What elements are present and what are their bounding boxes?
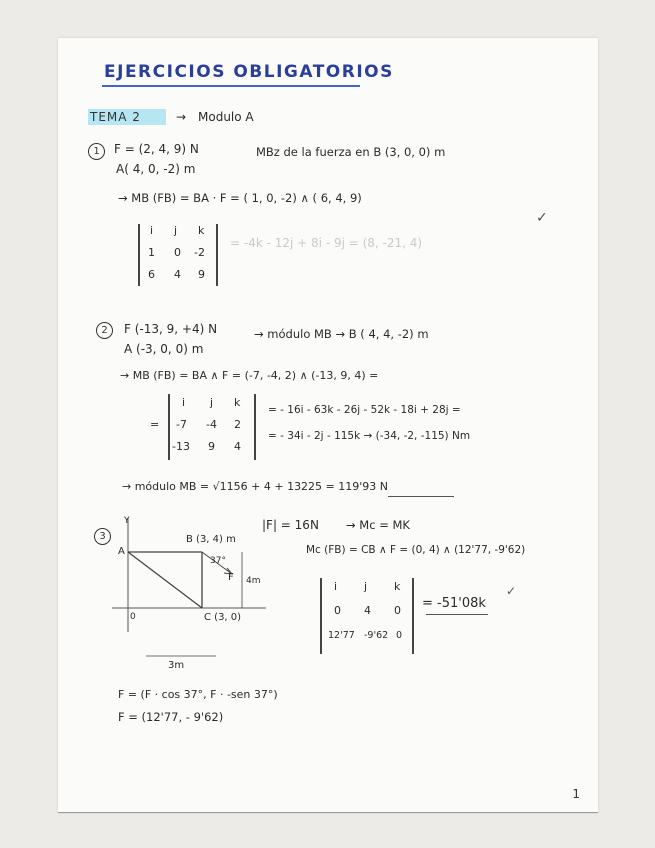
notebook-page [58, 38, 598, 813]
matrix-cell: k [394, 580, 401, 593]
ex3-force-definition: F = (F · cos 37°, F · -sen 37°) [118, 688, 278, 701]
angle-label: 37° [210, 556, 226, 566]
exercise-2-number: 2 [96, 322, 113, 339]
matrix-cell: -2 [194, 246, 205, 259]
matrix-cell: 0 [396, 630, 403, 641]
ex1-result: = -4k - 12j + 8i - 9j = (8, -21, 4) [230, 236, 423, 250]
matrix-cell: j [174, 224, 178, 237]
exercise-3-number: 3 [94, 528, 111, 545]
ex2-result-line-2: = - 34i - 2j - 115k → (-34, -2, -115) Nm [268, 430, 471, 442]
point-a-label: A [118, 546, 125, 557]
matrix-cell: 2 [234, 418, 241, 431]
matrix-cell: k [198, 224, 205, 237]
origin-label: 0 [130, 612, 136, 622]
matrix-cell: 12'77 [328, 630, 355, 641]
ex1-point-a: A( 4, 0, -2) m [116, 162, 196, 176]
matrix-cell: i [334, 580, 338, 593]
matrix-cell: 1 [148, 246, 155, 259]
y-axis-label: Y [124, 516, 130, 526]
matrix-cell: j [364, 580, 368, 593]
ex2-description: → módulo MB → B ( 4, 4, -2) m [254, 327, 429, 341]
matrix-cell: -9'62 [364, 630, 389, 641]
matrix-cell: 4 [174, 268, 181, 281]
segment-ac [128, 552, 202, 608]
ex3-mc: → Mc = MK [346, 518, 410, 532]
point-c-label: C (3, 0) [204, 612, 242, 623]
matrix-cell: 0 [334, 604, 341, 617]
ex3-result: = -51'08k [422, 596, 486, 611]
matrix-cell: -7 [176, 418, 187, 431]
matrix-cell: i [182, 396, 186, 409]
matrix-cell: 4 [364, 604, 371, 617]
force-label: F [228, 572, 234, 583]
matrix-cell: k [234, 396, 241, 409]
page-title: EJERCICIOS OBLIGATORIOS [104, 62, 394, 82]
topic-arrow: → [176, 110, 187, 124]
ex2-answer-underline [388, 496, 454, 497]
ex3-force-magnitude: |F| = 16N [262, 518, 319, 532]
side-x-label: 3m [168, 660, 185, 671]
ex1-matrix-left-bar [138, 224, 140, 286]
check-mark-icon: ✓ [536, 210, 548, 226]
ex2-matrix-left-bar [168, 394, 170, 460]
ex1-force: F = (2, 4, 9) N [114, 142, 199, 156]
page-number: 1 [572, 787, 580, 801]
ex2-matrix-right-bar [254, 394, 256, 460]
ex3-matrix-left-bar [320, 578, 322, 654]
page-bottom-rule [58, 812, 598, 813]
check-mark-icon: ✓ [506, 584, 517, 598]
side-y-label: 4m [246, 576, 261, 586]
ex2-force: F (-13, 9, +4) N [124, 322, 218, 336]
point-b-label: B (3, 4) m [186, 534, 236, 545]
ex1-matrix-right-bar [216, 224, 218, 286]
matrix-cell: 9 [208, 440, 215, 453]
ex2-modulo: → módulo MB = √1156 + 4 + 13225 = 119'93 N [122, 480, 389, 493]
ex1-description: MBz de la fuerza en B (3, 0, 0) m [256, 145, 446, 159]
ex2-point-a: A (-3, 0, 0) m [124, 342, 204, 356]
equals-sign: = [150, 418, 160, 431]
title-underline [102, 85, 360, 87]
exercise-1-number: 1 [88, 143, 105, 160]
matrix-cell: -4 [206, 418, 217, 431]
matrix-cell: 0 [174, 246, 181, 259]
matrix-cell: 6 [148, 268, 155, 281]
topic-label: TEMA 2 [90, 110, 141, 124]
ex3-force-value: F = (12'77, - 9'62) [118, 710, 224, 724]
matrix-cell: j [210, 396, 214, 409]
matrix-cell: 4 [234, 440, 241, 453]
topic-modulo: Modulo A [198, 110, 254, 124]
matrix-cell: -13 [172, 440, 190, 453]
ex3-answer-underline [426, 614, 488, 615]
ex2-result-line-1: = - 16i - 63k - 26j - 52k - 18i + 28j = [268, 404, 461, 416]
ex3-matrix-right-bar [412, 578, 414, 654]
matrix-cell: 0 [394, 604, 401, 617]
matrix-cell: i [150, 224, 154, 237]
ex2-equation: → MB (FB) = BA ∧ F = (-7, -4, 2) ∧ (-13, 9, 4) = [120, 369, 379, 382]
ex3-equation: Mc (FB) = CB ∧ F = (0, 4) ∧ (12'77, -9'62) [306, 544, 526, 556]
ex1-equation: → MB (FB) = BA · F = ( 1, 0, -2) ∧ ( 6, 4, 9) [118, 191, 362, 205]
matrix-cell: 9 [198, 268, 205, 281]
